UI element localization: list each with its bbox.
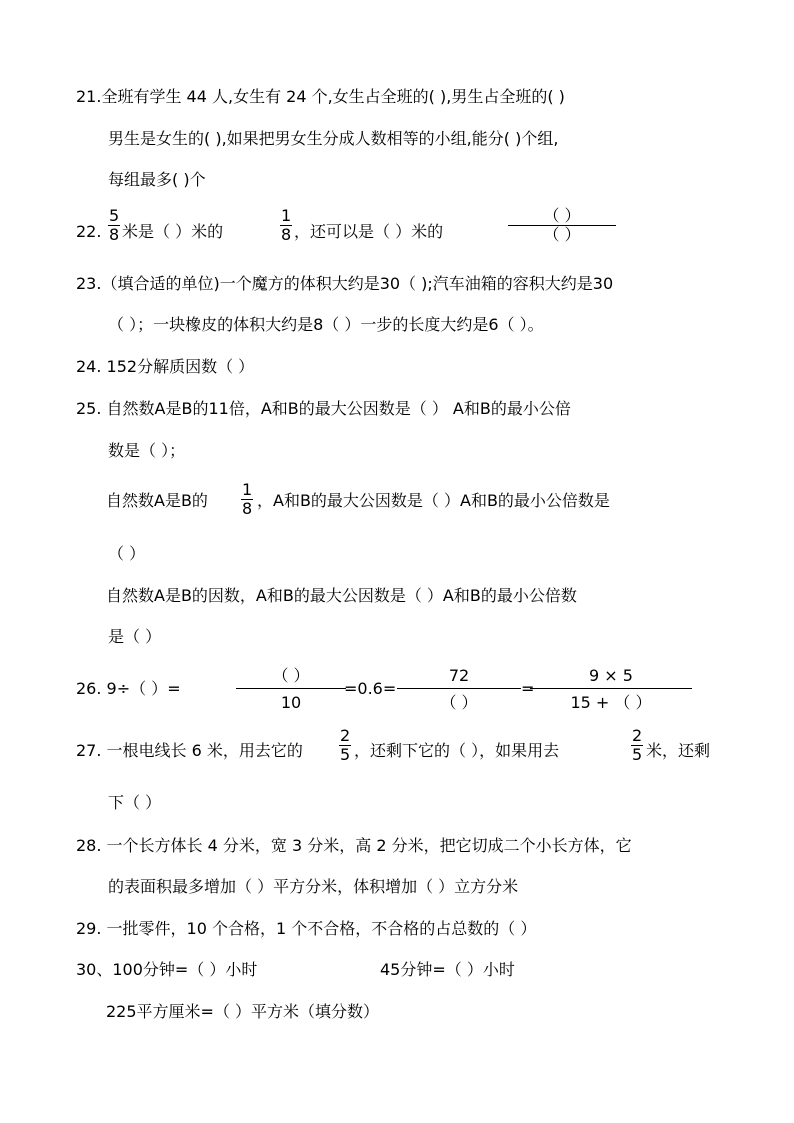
q26-mid: =0.6=: [344, 679, 397, 698]
fraction-numerator: 5: [109, 206, 120, 225]
q23-line1: 23.（填合适的单位)一个魔方的体积大约是30（ );汽车油箱的容积大约是30: [76, 274, 614, 293]
q22-text1: 米是（ ）米的: [122, 222, 224, 241]
fraction-numerator: 2: [632, 726, 643, 745]
q27-line1-start: 27. 一根电线长 6 米，用去它的: [76, 741, 303, 760]
q25-line2: 数是（ ）；: [108, 441, 186, 460]
q26-frac3-den: 15 + （ ）: [570, 693, 652, 712]
q26-prefix: 26. 9÷（ ）=: [76, 679, 181, 698]
fraction-numerator: 2: [340, 726, 351, 745]
q28-line2: 的表面积最多增加（ ）平方分米，体积增加（ ）立方分米: [108, 877, 519, 896]
q26-eq: =: [521, 679, 535, 698]
q28-line1: 28. 一个长方体长 4 分米，宽 3 分米，高 2 分米，把它切成二个小长方体，它: [76, 836, 632, 855]
fraction-denominator: 5: [340, 745, 351, 764]
q25-line5: 自然数A是B的因数，A和B的最大公因数是（ ）A和B的最小公倍数: [106, 586, 577, 605]
q26-frac2-num: 72: [448, 666, 470, 685]
q25-fraction-1-8: [241, 481, 253, 518]
fraction-numerator: 1: [281, 206, 292, 225]
q26-frac2-bar: [397, 688, 521, 689]
fraction-numerator: 1: [242, 480, 253, 499]
q26-frac1-bar: [236, 688, 346, 689]
q22-text2: ，还可以是（ ）米的: [294, 222, 444, 241]
q27-line1-end: 米，还剩: [646, 741, 711, 760]
q27-line2: 下（ ）: [108, 793, 162, 812]
q25-line6: 是（ ）: [108, 627, 162, 646]
q26-frac1-num: （ ）: [272, 666, 310, 685]
q27-fraction-2-5-a: [339, 727, 351, 764]
q24-line1: 24. 152分解质因数（ ）: [76, 357, 255, 376]
q30-line1-a: 30、100分钟=（ ）小时: [76, 960, 258, 979]
q25-line3-start: 自然数A是B的: [106, 491, 208, 510]
q22-fraction-1-8: [280, 207, 292, 244]
q26-frac3-bar: [530, 688, 692, 689]
q29-line1: 29. 一批零件，10 个合格，1 个不合格，不合格的占总数的（ ）: [76, 919, 537, 938]
q23-line2: （ ）；一块橡皮的体积大约是8（ ）一步的长度大约是6（ ）。: [108, 315, 544, 334]
q21-line2: 男生是女生的( ),如果把男女生分成人数相等的小组,能分( )个组,: [108, 129, 559, 148]
fraction-denominator: 8: [109, 225, 120, 244]
q27-fraction-2-5-b: [631, 727, 643, 764]
q22-fraction-5-8: [108, 207, 120, 244]
fraction-denominator: （ ）: [543, 225, 581, 244]
q26-frac1-den: 10: [280, 693, 302, 712]
q21-line1: 21.全班有学生 44 人,女生有 24 个,女生占全班的( ),男生占全班的( ): [76, 87, 565, 106]
q25-line4: （ ）: [108, 544, 146, 563]
q26-frac3-num: 9 × 5: [589, 666, 633, 685]
fraction-numerator: （ ）: [508, 207, 616, 226]
q22-number: 22.: [76, 222, 102, 241]
fraction-denominator: 5: [632, 745, 643, 764]
q22-blank-fraction: [508, 207, 616, 244]
q30-line1-b: 45分钟=（ ）小时: [380, 960, 515, 979]
q21-line3: 每组最多( )个: [108, 170, 206, 189]
q25-line3-end: ，A和B的最大公因数是（ ）A和B的最小公倍数是: [257, 491, 610, 510]
q26-frac2-den: （ ）: [440, 693, 478, 712]
fraction-denominator: 8: [281, 225, 292, 244]
q30-line2: 225平方厘米=（ ）平方米（填分数）: [106, 1002, 380, 1021]
fraction-denominator: 8: [242, 499, 253, 518]
q25-line1: 25. 自然数A是B的11倍，A和B的最大公因数是（ ） A和B的最小公倍: [76, 399, 571, 418]
q27-line1-mid: ，还剩下它的（ ），如果用去: [354, 741, 560, 760]
